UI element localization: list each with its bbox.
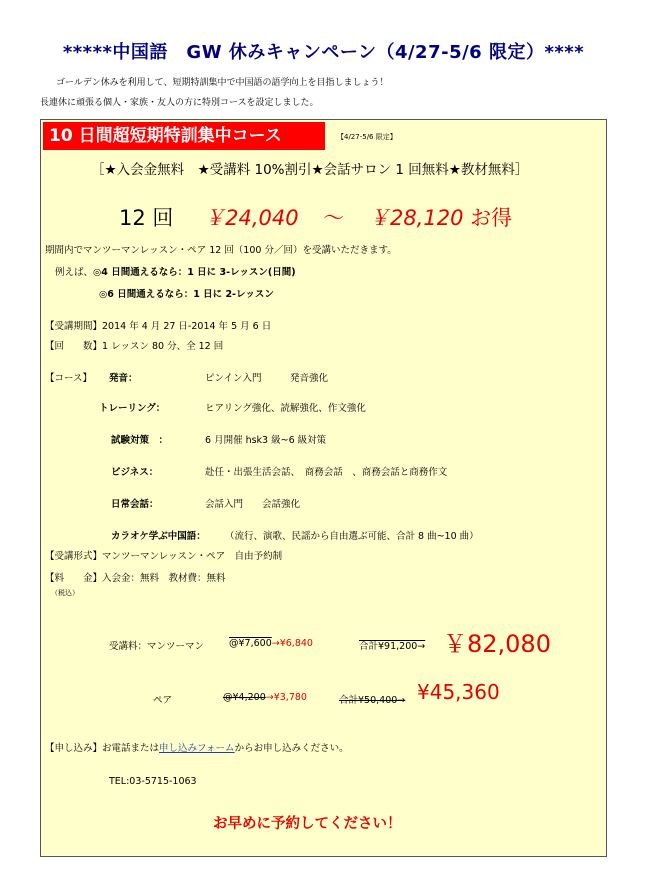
count-value: 1 レッスン 80 分、全 12 回 (102, 341, 224, 352)
man2man-arrow: → (271, 638, 280, 649)
course-label: 【コース】 (45, 373, 93, 384)
fee-value: 入会金：無料 教材費：無料 (102, 573, 226, 584)
man2man-total-label (359, 638, 425, 652)
format-label: 【受講形式】 (45, 551, 103, 562)
pair-unit-new: ¥3,780 (273, 692, 307, 703)
example-1 (55, 264, 296, 278)
example-value: 1 日に 2-レッスン (193, 289, 274, 300)
banner-period-note: 【4/27-5/6 限定】 (337, 133, 397, 141)
apply-form-link[interactable]: 申し込みフォーム (159, 743, 235, 754)
course-detail: ピンイン入門 発音強化 (205, 373, 329, 384)
example-mark: ◎6 日間通えるなら： (99, 289, 194, 300)
example-mark: ◎4 日間通えるなら： (93, 267, 188, 278)
apply-label: 【申し込み】 (45, 743, 103, 754)
man2man-unit-new: ¥6,840 (279, 638, 313, 649)
man2man-label: 受講料：マンツーマン (109, 641, 205, 652)
man2man-total-label-text: 合計¥91,200→ (359, 641, 426, 652)
format-value: マンツーマンレッスン・ペア 自由予約制 (102, 551, 283, 562)
course-detail: （流行、演歌、民謡から自由選ぶ可能、合計 8 曲~10 曲） (225, 531, 479, 542)
apply-post: からお申し込みください。 (234, 743, 349, 754)
page-title: *****中国語 GW 休みキャンペーン（4/27-5/6 限定）**** (62, 42, 585, 63)
pair-total: ¥45,360 (417, 680, 500, 704)
tel-number: TEL:03-5715-1063 (109, 776, 197, 787)
description: 期間内でマンツーマンレッスン・ペア 12 回（100 分／回）を受講いただきます。 (45, 245, 397, 256)
course-detail: ヒアリング強化、読解強化、作文強化 (205, 403, 366, 414)
fee-tax-note: （税込） (51, 589, 79, 597)
headline-suffix: お得 (470, 206, 513, 230)
fee-row (45, 570, 226, 584)
pair-unit (223, 692, 307, 703)
headline-price-to: ￥28,120 (368, 206, 464, 230)
course-detail: 赴任・出張生活会話、 商務会話 、商務会話と商務作文 (205, 467, 448, 478)
example-lead: 例えば、 (55, 267, 94, 278)
pair-arrow: → (265, 692, 274, 703)
course-name: トレーリング： (99, 403, 166, 414)
headline-sessions: 12 回 (119, 206, 174, 230)
period-label: 【受講期間】 (45, 321, 103, 332)
pair-label: ペア (153, 695, 173, 706)
course-name: カラオケ学ぶ中国語： (111, 531, 206, 542)
apply-pre: お電話または (102, 743, 160, 754)
course-name: 発音： (109, 373, 138, 384)
cta-text: お早めに予約してください！ (213, 816, 402, 832)
course-banner: 10 日間超短期特訓集中コース (43, 122, 325, 150)
apply-row (45, 740, 349, 754)
benefits-line: ［★入会金無料 ★受講料 10%割引★会話サロン 1 回無料★教材無料］ (91, 162, 529, 178)
price-headline (119, 202, 512, 232)
pair-total-label (339, 692, 405, 706)
campaign-box (40, 119, 607, 857)
intro-line-1: ゴールデン休みを利用して、短期特訓集中で中国語の語学向上を目指しましょう！ (56, 78, 389, 88)
course-detail: 6 月開催 hsk3 級~6 級対策 (205, 435, 327, 446)
headline-price-from: ￥24,040 (204, 206, 299, 230)
man2man-unit-old: @¥7,600 (229, 638, 272, 649)
headline-tilde: ～ (323, 206, 345, 230)
format-row (45, 548, 282, 562)
count-row (45, 338, 223, 352)
intro-line-2: 長連休に頑張る個人・家族・友人の方に特別コースを設定しました。 (40, 98, 319, 108)
period-row (45, 318, 271, 332)
course-name: ビジネス： (111, 467, 159, 478)
man2man-total: ￥82,080 (443, 630, 551, 658)
man2man-unit (229, 638, 313, 649)
pair-unit-old: @¥4,200 (223, 692, 266, 703)
course-name: 日常会話： (111, 499, 159, 510)
count-label: 【回 数】 (45, 341, 103, 352)
pair-total-label-text: 合計¥50,400→ (339, 695, 406, 706)
period-value: 2014 年 4 月 27 日-2014 年 5 月 6 日 (102, 321, 272, 332)
fee-label: 【料 金】 (45, 573, 103, 584)
course-name: 試験対策 ： (111, 435, 169, 446)
example-value: 1 日に 3-レッスン(日間) (187, 267, 296, 278)
course-detail: 会話入門 会話強化 (205, 499, 301, 510)
example-2 (99, 286, 274, 300)
